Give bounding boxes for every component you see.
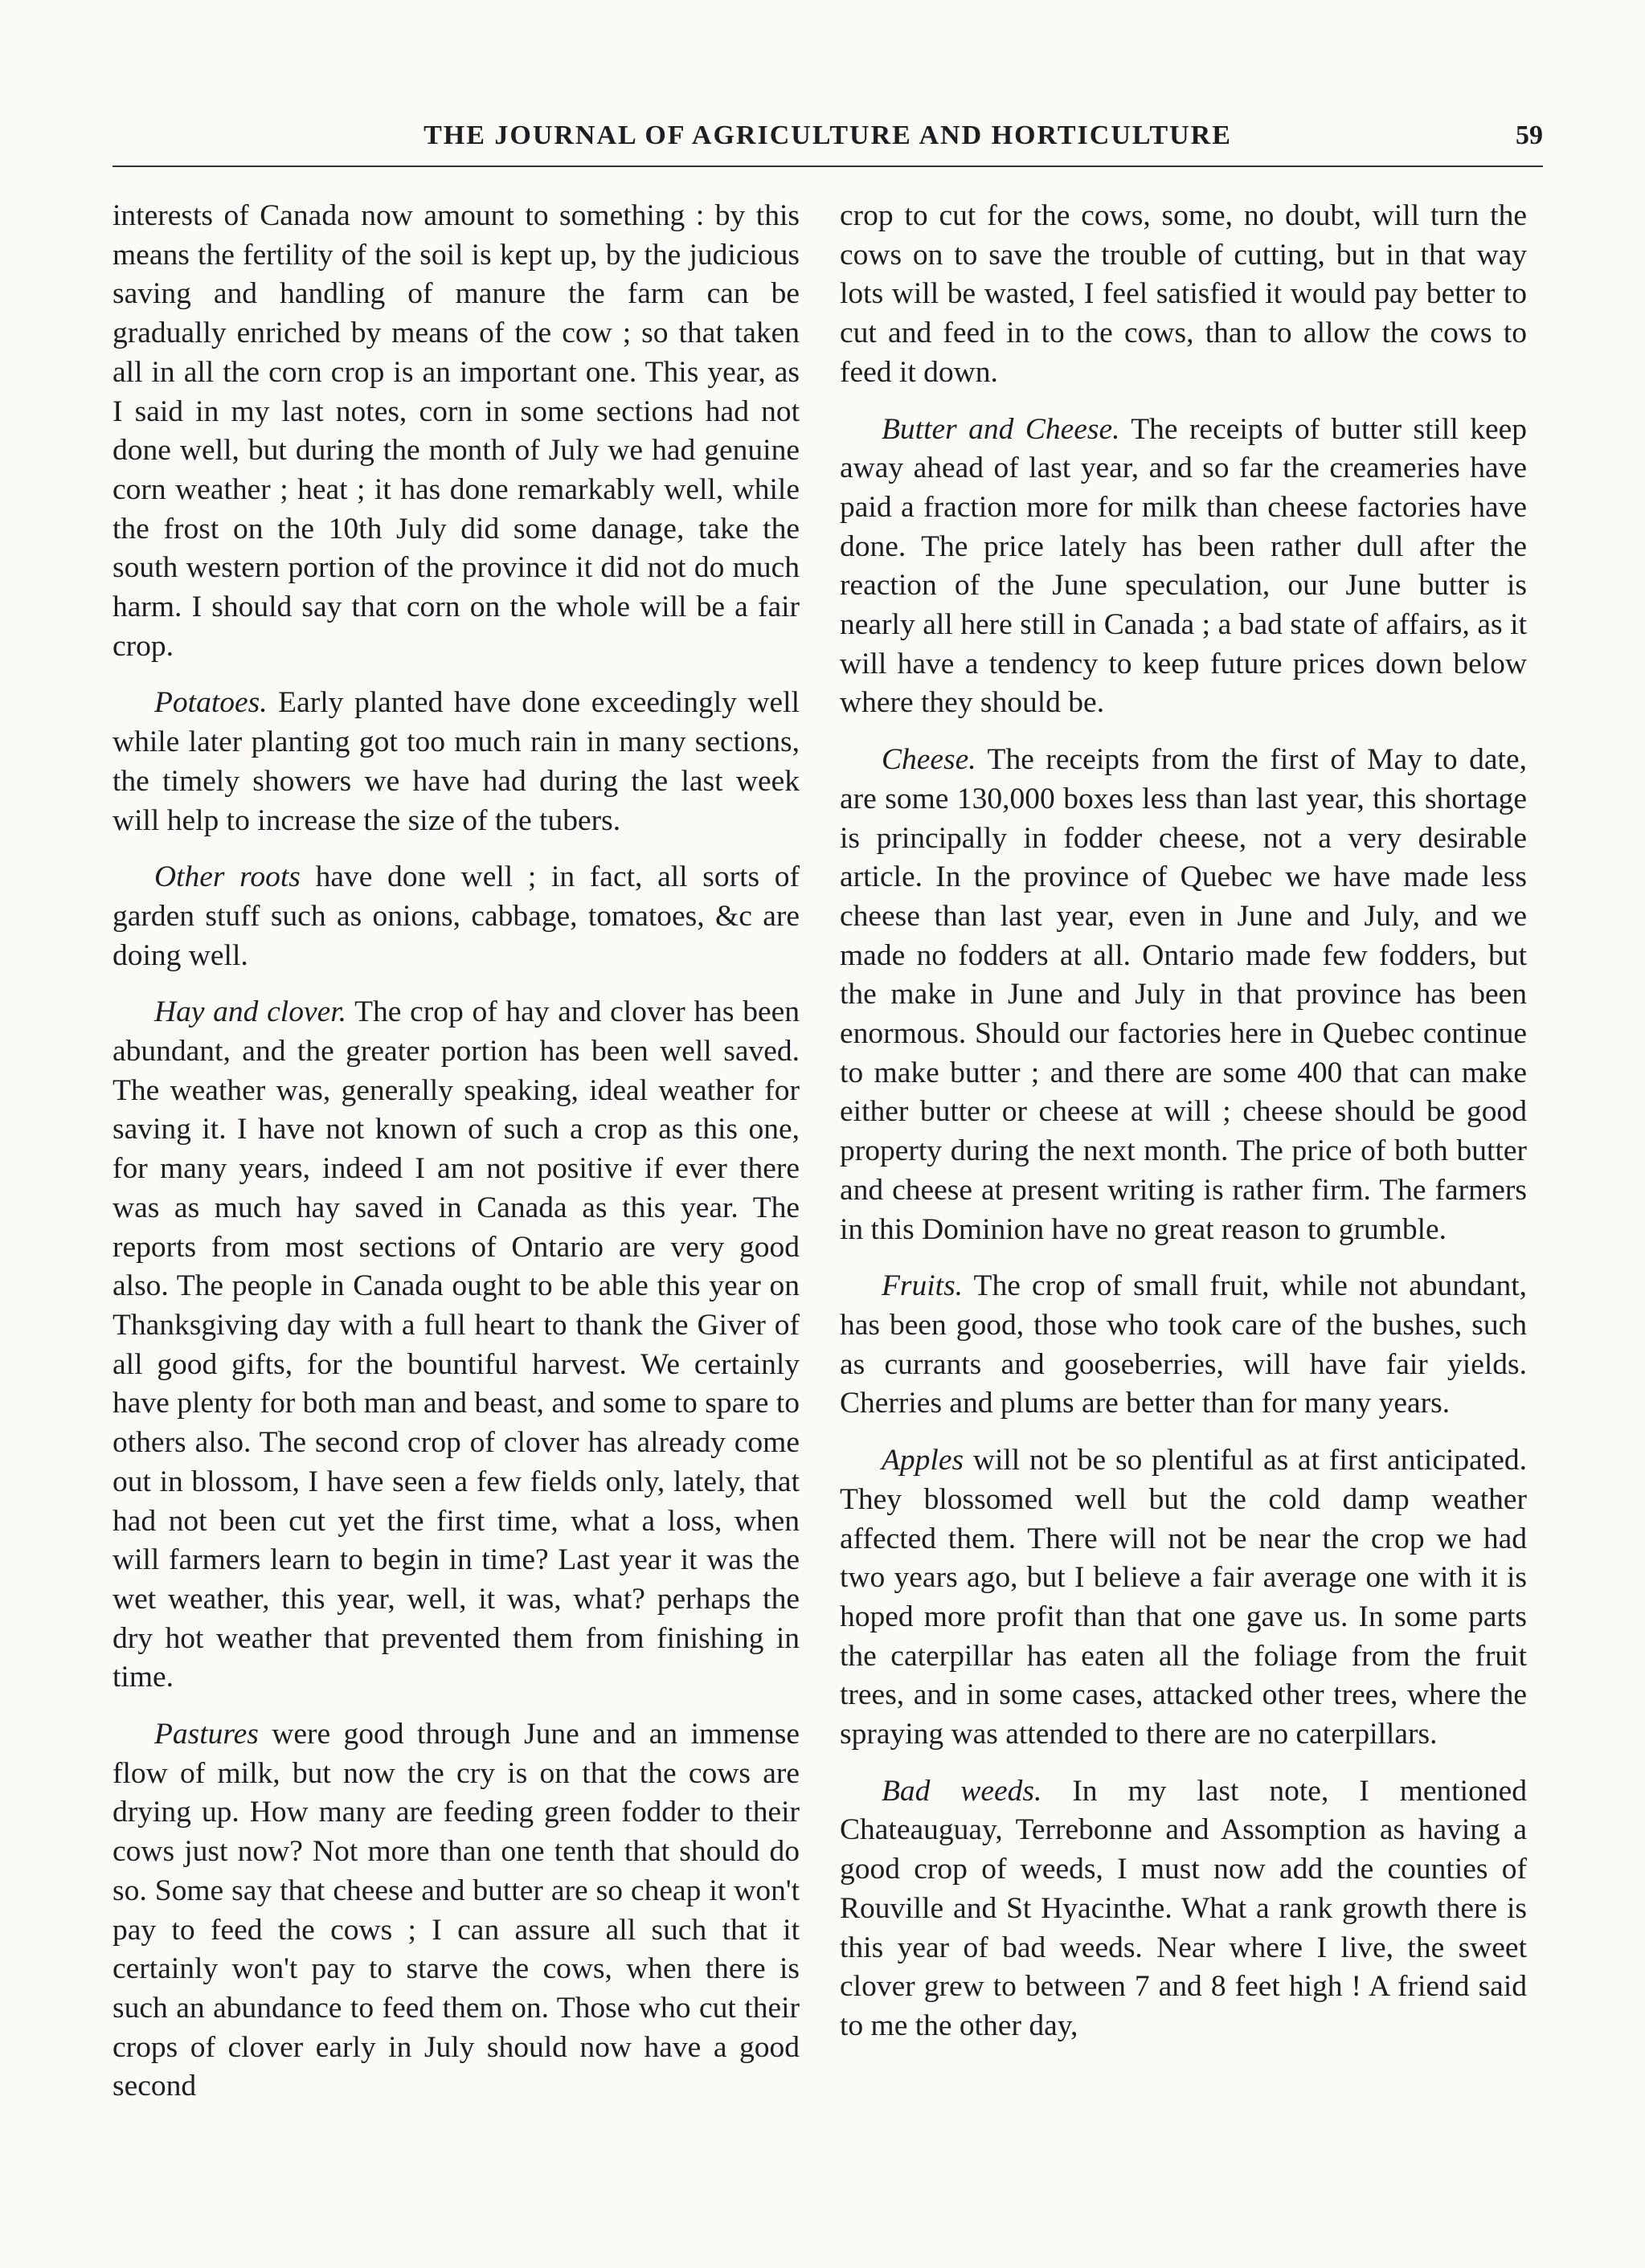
paragraph-lead: Hay and clover. xyxy=(154,995,347,1029)
paragraph-butter-and-cheese xyxy=(840,411,1527,724)
page-number: 59 xyxy=(1516,121,1543,150)
right-column xyxy=(840,197,1527,2046)
paragraph-corn xyxy=(113,197,800,666)
paragraph-text: The crop of small fruit, while not abundant, has been good, those who took care of the bushes, such as currants and gooseberries, will have fair yields. Cherries and plums are better than for many years. xyxy=(840,1269,1527,1420)
paragraph-pastures xyxy=(113,1715,800,2107)
paragraph-lead: Fruits. xyxy=(882,1269,964,1303)
paragraph-text: interests of Canada now amount to something : by this means the fertility of the soil is kept up, by the judicious saving and handling of manure the farm can be gradually enriched by means of the cow ; so that taken all in all the corn crop is an important one. This year, as I said in my last notes, corn in some sections had not done well, but during the month of July we had genuine corn weather ; heat ; it has done remarkably well, while the frost on the 10th July did some danage, take the south western portion of the province it did not do much harm. I should say that corn on the whole will be a fair crop. xyxy=(113,199,800,663)
header-rule xyxy=(113,166,1543,167)
paragraph-continued xyxy=(840,197,1527,393)
paragraph-bad-weeds xyxy=(840,1772,1527,2046)
running-title: THE JOURNAL OF AGRICULTURE AND HORTICULTURE xyxy=(424,121,1232,150)
left-column xyxy=(113,197,800,2107)
paragraph-text: The receipts of butter still keep away ahead of last year, and so far the creameries have paid a fraction more for milk than cheese factories have done. The price lately has been rather dull after the reaction of the June speculation, our June butter is nearly all here still in Canada ; a bad state of affairs, as it will have a tendency to keep future prices down below where they should be. xyxy=(840,412,1527,720)
paragraph-apples xyxy=(840,1441,1527,1755)
paragraph-text: have done well ; in fact, all sorts of garden stuff such as onions, cabbage, tomatoes, &c are doing well. xyxy=(113,860,800,972)
paragraph-text: were good through June and an immense flow of milk, but now the cry is on that the cows are drying up. How many are feeding green fodder to their cows just now? Not more than one tenth that should do so. Some say that cheese and butter are so cheap it won't pay to feed the cows ; I can assure all such that it certainly won't pay to starve the cows, when there is such an abundance to feed them on. Those who cut their crops of clover early in July should now have a good second xyxy=(113,1718,800,2103)
paragraph-potatoes xyxy=(113,684,800,840)
paragraph-lead: Bad weeds. xyxy=(882,1774,1042,1808)
paragraph-lead: Pastures xyxy=(154,1718,259,1751)
paragraph-text: Early planted have done exceedingly well while later planting got too much rain in many sections, the timely showers we have had during the last week will help to increase the size of the tubers. xyxy=(113,686,800,837)
paragraph-other-roots xyxy=(113,858,800,975)
paragraph-text: In my last note, I mentioned Chateauguay, Terrebonne and Assomption as having a good crop of weeds, I must now add the counties of Rouville and St Hyacinthe. What a rank growth there is this year of bad weeds. Near where I live, the sweet clover grew to between 7 and 8 feet high ! A friend said to me the other day, xyxy=(840,1774,1527,2042)
paragraph-lead: Butter and Cheese. xyxy=(882,412,1120,446)
paragraph-text: will not be so plentiful as at first anticipated. They blossomed well but the cold damp weather affected them. There will not be near the crop we had two years ago, but I believe a fair average one with it is hoped more profit than that one gave us. In some parts the caterpillar has eaten all the foliage from the fruit trees, and in some cases, attacked other trees, where the spraying was attended to there are no caterpillars. xyxy=(840,1444,1527,1751)
paragraph-cheese xyxy=(840,741,1527,1249)
paragraph-text: The receipts from the first of May to date, are some 130,000 boxes less than last year, this shortage is principally in fodder cheese, not a very desirable article. In the province of Quebec we have made less cheese than last year, even in June and July, and we made no fodders at all. Ontario made few fodders, but the make in June and July in that province has been enormous. Should our factories here in Quebec continue to make butter ; and there are some 400 that can make either butter or cheese at will ; cheese should be good property during the next month. The price of both butter and cheese at present writing is rather firm. The farmers in this Dominion have no great reason to grumble. xyxy=(840,743,1527,1246)
paragraph-fruits xyxy=(840,1267,1527,1424)
paragraph-text: crop to cut for the cows, some, no doubt, will turn the cows on to save the trouble of cutting, but in that way lots will be wasted, I feel satisfied it would pay better to cut and feed in to the cows, than to allow the cows to feed it down. xyxy=(840,199,1527,389)
paragraph-hay-and-clover xyxy=(113,993,800,1698)
paragraph-lead: Potatoes. xyxy=(154,686,268,720)
paragraph-lead: Apples xyxy=(882,1444,964,1477)
page-header xyxy=(113,121,1543,169)
paragraph-text: The crop of hay and clover has been abundant, and the greater portion has been well saved. The weather was, generally speaking, ideal weather for saving it. I have not known of such a crop as this one, for many years, indeed I am not positive if ever there was as much hay saved in Canada as this year. The reports from most sections of Ontario are very good also. The people in Canada ought to be able this year on Thanksgiving day with a full heart to thank the Giver of all good gifts, for the bountiful harvest. We certainly have plenty for both man and beast, and some to spare to others also. The second crop of clover has already come out in blossom, I have seen a few fields only, lately, that had not been cut yet the first time, what a loss, when will farmers learn to begin in time? Last year it was the wet weather, this year, well, it was, what? perhaps the dry hot weather that prevented them from finishing in time. xyxy=(113,995,800,1694)
paragraph-lead: Cheese. xyxy=(882,743,976,777)
paragraph-lead: Other roots xyxy=(154,860,301,894)
